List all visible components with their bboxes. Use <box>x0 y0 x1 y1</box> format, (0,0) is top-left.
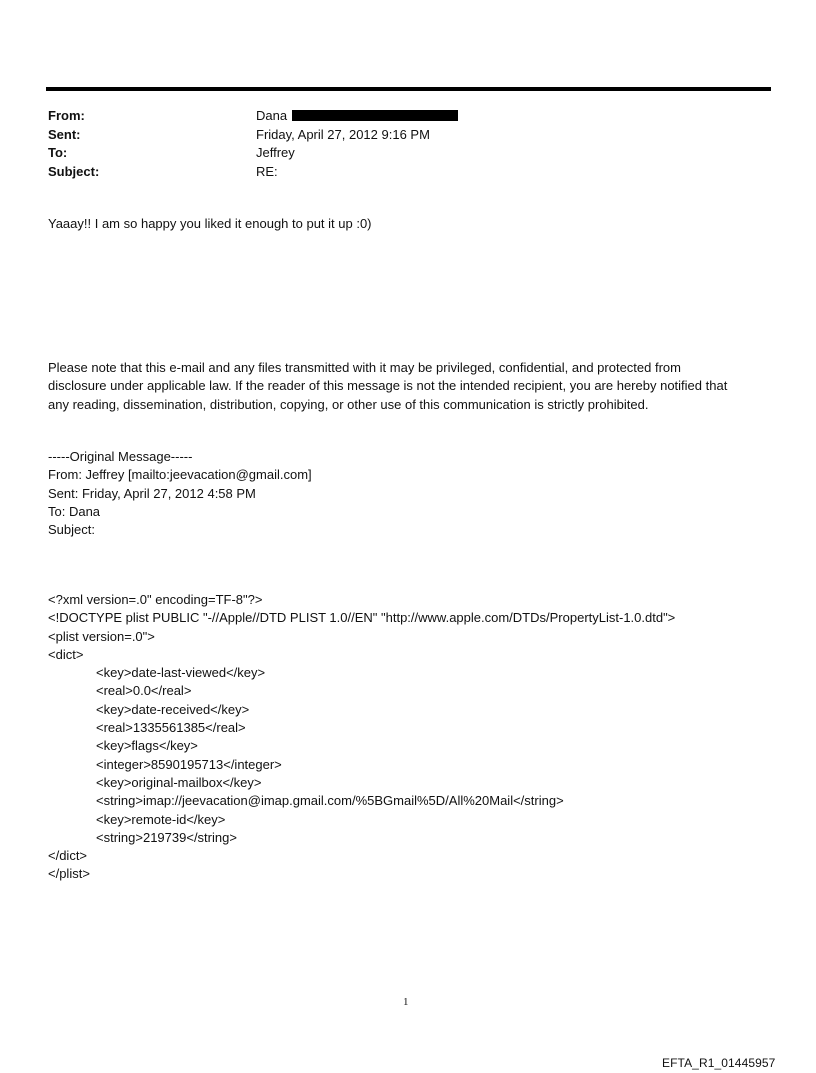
xml-line: <plist version=.0"> <box>48 628 155 644</box>
message-body: Yaaay!! I am so happy you liked it enough to put it up :0) <box>48 216 372 231</box>
subject-label: Subject: <box>48 163 100 179</box>
disclaimer-line: Please note that this e-mail and any files transmitted with it may be privileged, confidential, and protected from <box>48 360 681 375</box>
document-id: EFTA_R1_01445957 <box>662 1056 776 1070</box>
xml-line: <key>flags</key> <box>96 738 198 754</box>
xml-line: <dict> <box>48 646 84 662</box>
subject-value: RE: <box>256 163 278 179</box>
from-value: Dana <box>256 108 288 123</box>
from-label: From: <box>48 108 85 123</box>
disclaimer-line: disclosure under applicable law. If the reader of this message is not the intended recipient, you are hereby notified that <box>48 378 728 394</box>
xml-line: </plist> <box>48 866 90 882</box>
xml-line: <key>remote-id</key> <box>96 811 226 827</box>
original-sent: Sent: Friday, April 27, 2012 4:58 PM <box>48 485 256 501</box>
xml-line: <!DOCTYPE plist PUBLIC "-//Apple//DTD PLIST 1.0//EN" "http://www.apple.com/DTDs/PropertyList-1.0.dtd"> <box>48 610 676 626</box>
sent-label: Sent: <box>48 126 81 142</box>
xml-line: <string>219739</string> <box>96 829 237 845</box>
to-label: To: <box>48 145 68 160</box>
plist-xml <box>48 591 675 884</box>
original-to: To: Dana <box>48 503 101 519</box>
original-message-separator: -----Original Message----- <box>48 449 193 464</box>
page-number: 1 <box>403 996 409 1008</box>
xml-line: <key>date-last-viewed</key> <box>96 665 266 681</box>
header-rule <box>46 87 771 91</box>
xml-line: <real>1335561385</real> <box>96 720 246 736</box>
xml-line: <real>0.0</real> <box>96 683 192 699</box>
original-message <box>48 448 312 539</box>
email-header <box>48 107 458 181</box>
original-from: From: Jeffrey [mailto:jeevacation@gmail.com] <box>48 467 312 483</box>
xml-line: <key>original-mailbox</key> <box>96 774 262 790</box>
redaction-bar <box>292 110 458 121</box>
xml-line: <integer>8590195713</integer> <box>96 756 282 772</box>
original-subject: Subject: <box>48 522 95 538</box>
from-row <box>48 107 458 126</box>
xml-line: <key>date-received</key> <box>96 701 250 717</box>
subject-row <box>48 163 458 182</box>
xml-line: </dict> <box>48 848 88 864</box>
to-value: Jeffrey <box>256 145 295 160</box>
sent-row <box>48 126 458 145</box>
disclaimer <box>48 359 727 414</box>
to-row <box>48 144 458 163</box>
sent-value: Friday, April 27, 2012 9:16 PM <box>256 126 430 142</box>
disclaimer-line: any reading, dissemination, distribution, copying, or other use of this communication is strictly prohibited. <box>48 396 649 412</box>
xml-line: <?xml version=.0" encoding=TF-8"?> <box>48 592 263 607</box>
xml-line: <string>imap://jeevacation@imap.gmail.com/%5BGmail%5D/All%20Mail</string> <box>96 793 564 809</box>
